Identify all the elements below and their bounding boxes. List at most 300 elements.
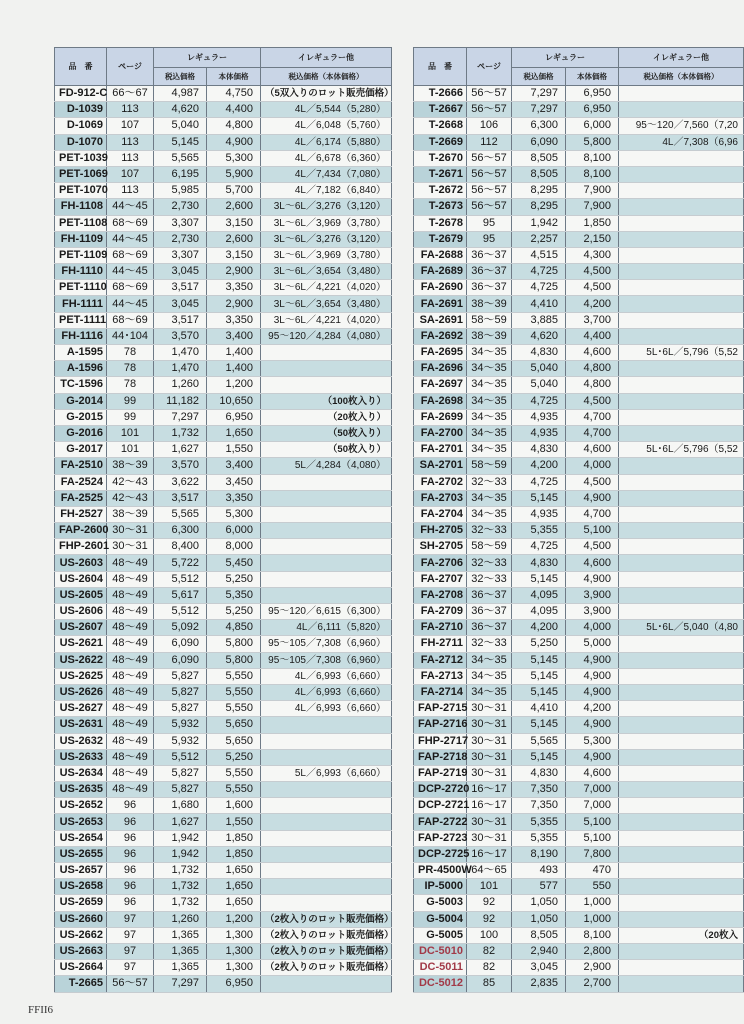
- tax-included-price: 4,935: [512, 409, 566, 425]
- page-ref: 48～49: [107, 717, 154, 733]
- item-code: FA-2710: [414, 620, 467, 636]
- tax-included-price: 5,040: [154, 118, 207, 134]
- base-price: 1,400: [207, 361, 261, 377]
- item-code: FA-2701: [414, 442, 467, 458]
- item-code: FA-2695: [414, 345, 467, 361]
- page-ref: 64～65: [467, 863, 512, 879]
- item-code: FA-2713: [414, 668, 467, 684]
- base-price: 4,600: [566, 765, 619, 781]
- irregular-price: [619, 280, 744, 296]
- page-ref: 38～39: [107, 506, 154, 522]
- page-ref: 48～49: [107, 620, 154, 636]
- tax-included-price: 8,295: [512, 199, 566, 215]
- irregular-price: 4L／7,182（6,840）: [261, 183, 392, 199]
- base-price: 3,450: [207, 474, 261, 490]
- table-row: [55, 701, 392, 717]
- base-price: 6,000: [566, 118, 619, 134]
- item-code: US-2655: [55, 846, 107, 862]
- header-irregular-sub: 税込価格（本体価格）: [619, 68, 744, 86]
- table-row: [55, 474, 392, 490]
- irregular-price: （100枚入り）: [261, 393, 392, 409]
- page-ref: 112: [467, 134, 512, 150]
- page-ref: 96: [107, 814, 154, 830]
- header-item-no: 品 番: [414, 48, 467, 86]
- page-ref: 48～49: [107, 555, 154, 571]
- table-row: [414, 183, 744, 199]
- item-code: FA-2704: [414, 506, 467, 522]
- item-code: DCP-2725: [414, 846, 467, 862]
- page-ref: 48～49: [107, 782, 154, 798]
- table-row: [55, 247, 392, 263]
- irregular-price: [261, 846, 392, 862]
- irregular-price: 95～105／7,308（6,960）: [261, 652, 392, 668]
- base-price: 2,800: [566, 943, 619, 959]
- irregular-price: 4L／6,174（5,880）: [261, 134, 392, 150]
- table-row: [414, 684, 744, 700]
- tax-included-price: 5,145: [512, 490, 566, 506]
- page-ref: 85: [467, 976, 512, 992]
- table-row: [414, 814, 744, 830]
- tax-included-price: 1,365: [154, 960, 207, 976]
- page-ref: 68～69: [107, 247, 154, 263]
- table-row: [55, 571, 392, 587]
- price-table-left: [54, 47, 392, 993]
- item-code: PET-1070: [55, 183, 107, 199]
- irregular-price: 95～105／7,308（6,960）: [261, 636, 392, 652]
- irregular-price: [619, 668, 744, 684]
- table-row: [55, 199, 392, 215]
- page-ref: 36～37: [467, 587, 512, 603]
- page-ref: 48～49: [107, 604, 154, 620]
- base-price: 4,000: [566, 620, 619, 636]
- tax-included-price: 5,145: [512, 717, 566, 733]
- page-ref: 48～49: [107, 571, 154, 587]
- item-code: FHP-2717: [414, 733, 467, 749]
- item-code: FH-1109: [55, 231, 107, 247]
- tax-included-price: 4,830: [512, 345, 566, 361]
- base-price: 1,850: [207, 846, 261, 862]
- page-ref: 34～35: [467, 425, 512, 441]
- table-row: [414, 911, 744, 927]
- irregular-price: [619, 895, 744, 911]
- page-ref: 36～37: [467, 264, 512, 280]
- tax-included-price: 5,827: [154, 668, 207, 684]
- tax-included-price: 6,195: [154, 166, 207, 182]
- item-code: US-2654: [55, 830, 107, 846]
- tax-included-price: 4,725: [512, 474, 566, 490]
- page-ref: 36～37: [467, 604, 512, 620]
- base-price: 3,350: [207, 312, 261, 328]
- irregular-price: 3L～6L／3,969（3,780）: [261, 247, 392, 263]
- table-row: [414, 749, 744, 765]
- base-price: 1,300: [207, 927, 261, 943]
- irregular-price: [619, 183, 744, 199]
- item-code: FA-2709: [414, 604, 467, 620]
- item-code: FH-2705: [414, 523, 467, 539]
- page-ref: 48～49: [107, 668, 154, 684]
- base-price: 3,400: [207, 458, 261, 474]
- item-code: US-2657: [55, 863, 107, 879]
- base-price: 4,700: [566, 409, 619, 425]
- item-code: PET-1039: [55, 150, 107, 166]
- base-price: 1,200: [207, 911, 261, 927]
- tax-included-price: 3,307: [154, 247, 207, 263]
- irregular-price: [619, 717, 744, 733]
- item-code: T-2666: [414, 86, 467, 102]
- page-ref: 36～37: [467, 620, 512, 636]
- irregular-price: 4L／6,993（6,660）: [261, 701, 392, 717]
- base-price: 4,600: [566, 442, 619, 458]
- header-tax-included: 税込価格: [512, 68, 566, 86]
- header-item-no: 品 番: [55, 48, 107, 86]
- table-row: [55, 830, 392, 846]
- irregular-price: [261, 506, 392, 522]
- base-price: 1,000: [566, 895, 619, 911]
- irregular-price: 3L～6L／3,276（3,120）: [261, 199, 392, 215]
- header-irregular: イレギュラー他: [261, 48, 392, 68]
- table-row: [55, 458, 392, 474]
- item-code: FHP-2601: [55, 539, 107, 555]
- page-ref: 38～39: [107, 458, 154, 474]
- tax-included-price: 6,090: [512, 134, 566, 150]
- base-price: 5,550: [207, 765, 261, 781]
- irregular-price: 5L･6L／5,040（4,80: [619, 620, 744, 636]
- irregular-price: [619, 830, 744, 846]
- irregular-price: 3L～6L／3,654（3,480）: [261, 296, 392, 312]
- header-page: ページ: [467, 48, 512, 86]
- page-ref: 30～31: [467, 749, 512, 765]
- page-ref: 48～49: [107, 765, 154, 781]
- base-price: 2,700: [566, 976, 619, 992]
- table-row: [55, 976, 392, 992]
- page-ref: 96: [107, 798, 154, 814]
- table-row: [55, 231, 392, 247]
- base-price: 1,200: [207, 377, 261, 393]
- item-code: PET-1110: [55, 280, 107, 296]
- header-regular: レギュラー: [154, 48, 261, 68]
- page-ref: 56～57: [467, 183, 512, 199]
- base-price: 1,550: [207, 442, 261, 458]
- irregular-price: 95～120／6,615（6,300）: [261, 604, 392, 620]
- irregular-price: [619, 587, 744, 603]
- irregular-price: 5L･6L／5,796（5,52: [619, 442, 744, 458]
- page-ref: 101: [467, 879, 512, 895]
- item-code: US-2635: [55, 782, 107, 798]
- base-price: 3,350: [207, 490, 261, 506]
- base-price: 2,900: [207, 264, 261, 280]
- table-row: [414, 166, 744, 182]
- item-code: D-1039: [55, 102, 107, 118]
- base-price: 5,900: [207, 166, 261, 182]
- base-price: 3,400: [207, 328, 261, 344]
- tax-included-price: 7,297: [512, 102, 566, 118]
- item-code: US-2607: [55, 620, 107, 636]
- tax-included-price: 5,355: [512, 814, 566, 830]
- base-price: 8,100: [566, 166, 619, 182]
- base-price: 4,200: [566, 296, 619, 312]
- table-body-left: [55, 86, 392, 993]
- base-price: 4,400: [207, 102, 261, 118]
- page-ref: 34～35: [467, 377, 512, 393]
- tax-included-price: 5,827: [154, 765, 207, 781]
- page-ref: 106: [467, 118, 512, 134]
- base-price: 5,450: [207, 555, 261, 571]
- item-code: T-2670: [414, 150, 467, 166]
- tax-included-price: 2,730: [154, 199, 207, 215]
- irregular-price: [261, 814, 392, 830]
- base-price: 4,500: [566, 264, 619, 280]
- tax-included-price: 4,620: [512, 328, 566, 344]
- tax-included-price: 4,410: [512, 296, 566, 312]
- item-code: US-2621: [55, 636, 107, 652]
- irregular-price: [619, 102, 744, 118]
- item-code: FH-1111: [55, 296, 107, 312]
- table-row: [55, 539, 392, 555]
- item-code: DC-5012: [414, 976, 467, 992]
- tax-included-price: 3,307: [154, 215, 207, 231]
- page-ref: 78: [107, 377, 154, 393]
- item-code: FA-2510: [55, 458, 107, 474]
- irregular-price: [261, 749, 392, 765]
- table-row: [55, 506, 392, 522]
- page-ref: 68～69: [107, 312, 154, 328]
- table-row: [55, 490, 392, 506]
- base-price: 4,500: [566, 280, 619, 296]
- item-code: FA-2708: [414, 587, 467, 603]
- irregular-price: [619, 911, 744, 927]
- base-price: 3,900: [566, 587, 619, 603]
- tax-included-price: 5,512: [154, 571, 207, 587]
- table-row: [414, 976, 744, 992]
- table-row: [55, 798, 392, 814]
- table-row: [414, 879, 744, 895]
- page-ref: 30～31: [467, 701, 512, 717]
- item-code: T-2679: [414, 231, 467, 247]
- page-ref: 32～33: [467, 636, 512, 652]
- tax-included-price: 1,470: [154, 361, 207, 377]
- item-code: FA-2698: [414, 393, 467, 409]
- page-ref: 68～69: [107, 215, 154, 231]
- page-ref: 97: [107, 943, 154, 959]
- tax-included-price: 3,570: [154, 328, 207, 344]
- table-row: [55, 118, 392, 134]
- page-ref: 34～35: [467, 506, 512, 522]
- table-row: [55, 312, 392, 328]
- table-row: [414, 425, 744, 441]
- page-ref: 16～17: [467, 846, 512, 862]
- page-ref: 96: [107, 846, 154, 862]
- table-row: [55, 166, 392, 182]
- item-code: FA-2699: [414, 409, 467, 425]
- item-code: SH-2705: [414, 539, 467, 555]
- item-code: US-2625: [55, 668, 107, 684]
- base-price: 5,300: [207, 150, 261, 166]
- tax-included-price: 4,200: [512, 620, 566, 636]
- page-ref: 16～17: [467, 798, 512, 814]
- base-price: 4,400: [566, 328, 619, 344]
- table-row: [55, 409, 392, 425]
- item-code: US-2627: [55, 701, 107, 717]
- table-row: [55, 280, 392, 296]
- tax-included-price: 1,365: [154, 943, 207, 959]
- base-price: 4,900: [566, 749, 619, 765]
- table-row: [55, 345, 392, 361]
- page-ref: 96: [107, 830, 154, 846]
- tax-included-price: 3,622: [154, 474, 207, 490]
- tax-included-price: 7,297: [512, 86, 566, 102]
- table-row: [55, 960, 392, 976]
- irregular-price: （20枚入: [619, 927, 744, 943]
- item-code: FAP-2723: [414, 830, 467, 846]
- page-ref: 48～49: [107, 701, 154, 717]
- tax-included-price: 1,260: [154, 377, 207, 393]
- table-row: [55, 668, 392, 684]
- base-price: 7,800: [566, 846, 619, 862]
- tax-included-price: 4,725: [512, 264, 566, 280]
- base-price: 6,950: [566, 102, 619, 118]
- tax-included-price: 3,045: [512, 960, 566, 976]
- table-row: [414, 701, 744, 717]
- table-row: [414, 134, 744, 150]
- page-ref: 95: [467, 231, 512, 247]
- header-regular: レギュラー: [512, 48, 619, 68]
- price-table-right: [413, 47, 744, 993]
- page-ref: 48～49: [107, 587, 154, 603]
- item-code: FA-2697: [414, 377, 467, 393]
- item-code: FD-912-C: [55, 86, 107, 102]
- base-price: 4,600: [566, 555, 619, 571]
- irregular-price: [619, 215, 744, 231]
- item-code: T-2665: [55, 976, 107, 992]
- irregular-price: [619, 879, 744, 895]
- base-price: 470: [566, 863, 619, 879]
- table-row: [55, 652, 392, 668]
- irregular-price: [619, 523, 744, 539]
- page-ref: 44～45: [107, 199, 154, 215]
- table-row: [55, 183, 392, 199]
- item-code: PET-1069: [55, 166, 107, 182]
- base-price: 8,100: [566, 927, 619, 943]
- irregular-price: [261, 863, 392, 879]
- base-price: 1,850: [207, 830, 261, 846]
- table-row: [414, 620, 744, 636]
- item-code: G-5004: [414, 911, 467, 927]
- item-code: FA-2706: [414, 555, 467, 571]
- tax-included-price: 1,732: [154, 425, 207, 441]
- irregular-price: [261, 879, 392, 895]
- item-code: G-2015: [55, 409, 107, 425]
- base-price: 4,800: [566, 361, 619, 377]
- base-price: 4,900: [566, 717, 619, 733]
- irregular-price: （2枚入りのロット販売価格）: [261, 927, 392, 943]
- table-row: [414, 539, 744, 555]
- page-ref: 66～67: [107, 86, 154, 102]
- base-price: 4,500: [566, 393, 619, 409]
- item-code: T-2671: [414, 166, 467, 182]
- item-code: T-2678: [414, 215, 467, 231]
- tax-included-price: 5,722: [154, 555, 207, 571]
- tax-included-price: 7,297: [154, 409, 207, 425]
- table-row: [55, 377, 392, 393]
- table-row: [414, 555, 744, 571]
- irregular-price: [261, 490, 392, 506]
- item-code: DCP-2721: [414, 798, 467, 814]
- page-ref: 92: [467, 895, 512, 911]
- page-ref: 58～59: [467, 312, 512, 328]
- page-ref: 48～49: [107, 652, 154, 668]
- base-price: 5,550: [207, 668, 261, 684]
- page-ref: 30～31: [107, 523, 154, 539]
- page-ref: 56～57: [107, 976, 154, 992]
- base-price: 4,500: [566, 474, 619, 490]
- irregular-price: [261, 587, 392, 603]
- irregular-price: [619, 749, 744, 765]
- base-price: 4,000: [566, 458, 619, 474]
- base-price: 5,100: [566, 814, 619, 830]
- base-price: 4,900: [566, 668, 619, 684]
- irregular-price: 3L～6L／3,969（3,780）: [261, 215, 392, 231]
- tax-included-price: 8,295: [512, 183, 566, 199]
- table-row: [414, 717, 744, 733]
- irregular-price: [619, 636, 744, 652]
- page-ref: 97: [107, 960, 154, 976]
- page-ref: 96: [107, 879, 154, 895]
- page-ref: 48～49: [107, 636, 154, 652]
- base-price: 7,000: [566, 782, 619, 798]
- item-code: FH-1110: [55, 264, 107, 280]
- irregular-price: [619, 150, 744, 166]
- page-ref: 32～33: [467, 555, 512, 571]
- item-code: FA-2707: [414, 571, 467, 587]
- tax-included-price: 2,835: [512, 976, 566, 992]
- irregular-price: （50枚入り）: [261, 425, 392, 441]
- item-code: FA-2700: [414, 425, 467, 441]
- page-ref: 44～45: [107, 231, 154, 247]
- item-code: US-2605: [55, 587, 107, 603]
- table-row: [414, 86, 744, 102]
- tax-included-price: 1,942: [154, 830, 207, 846]
- item-code: US-2606: [55, 604, 107, 620]
- tax-included-price: 5,827: [154, 684, 207, 700]
- item-code: US-2659: [55, 895, 107, 911]
- header-irregular: イレギュラー他: [619, 48, 744, 68]
- tax-included-price: 4,515: [512, 247, 566, 263]
- base-price: 5,100: [566, 830, 619, 846]
- base-price: 5,800: [207, 652, 261, 668]
- table-row: [55, 604, 392, 620]
- base-price: 6,000: [207, 523, 261, 539]
- base-price: 4,900: [566, 490, 619, 506]
- page-ref: 56～57: [467, 150, 512, 166]
- tax-included-price: 4,935: [512, 506, 566, 522]
- table-row: [414, 264, 744, 280]
- base-price: 7,900: [566, 183, 619, 199]
- tax-included-price: 2,257: [512, 231, 566, 247]
- page-ref: 30～31: [467, 733, 512, 749]
- table-row: [55, 86, 392, 102]
- tax-included-price: 8,400: [154, 539, 207, 555]
- table-row: [414, 927, 744, 943]
- item-code: US-2652: [55, 798, 107, 814]
- tax-included-price: 5,145: [512, 749, 566, 765]
- page-ref: 36～37: [467, 280, 512, 296]
- table-row: [55, 846, 392, 862]
- tax-included-price: 1,942: [512, 215, 566, 231]
- irregular-price: [619, 943, 744, 959]
- table-row: [55, 264, 392, 280]
- item-code: US-2622: [55, 652, 107, 668]
- irregular-price: [619, 264, 744, 280]
